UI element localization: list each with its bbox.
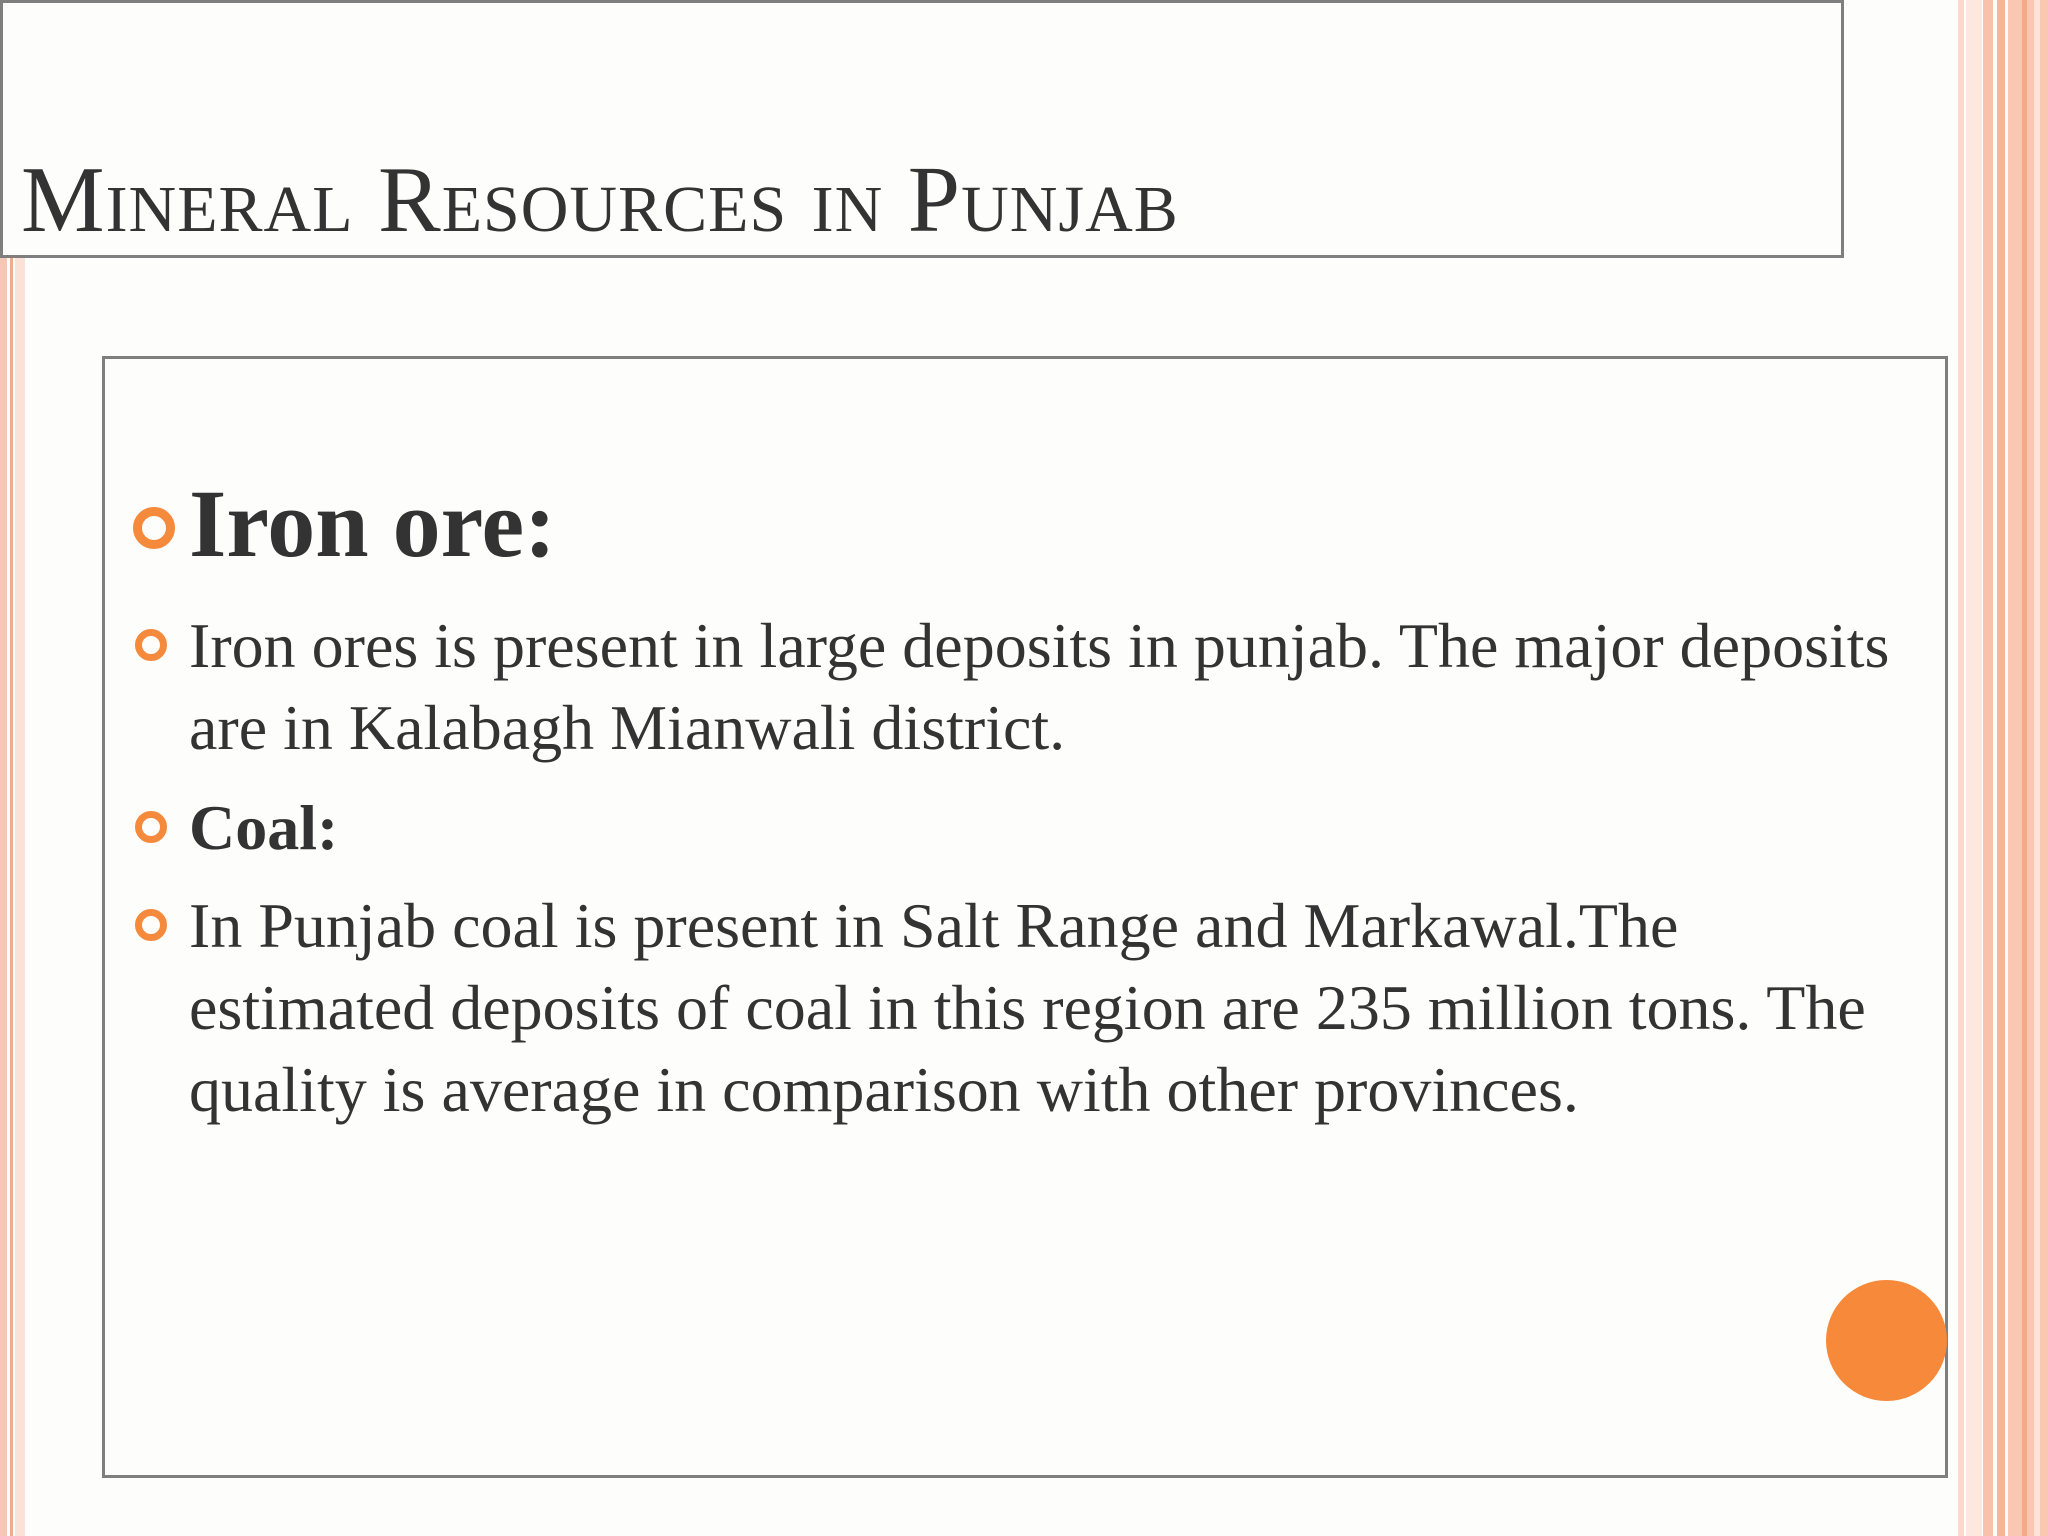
right-decorative-stripe [1983, 0, 1993, 1536]
bullet-circle-icon [135, 629, 167, 661]
bullet-text: Iron ores is present in large deposits in punjab. The major deposits are in Kalabagh Mianwali district. [189, 610, 1890, 763]
bullet-text: In Punjab coal is present in Salt Range and Markawal.The estimated deposits of coal in this region are 235 million tons. The quality is average in comparison with other provinces. [189, 890, 1866, 1125]
bullet-circle-icon [135, 811, 167, 843]
bullet-iron-ore-description [189, 605, 1909, 769]
bullet-heading-coal [189, 787, 1909, 869]
right-decorative-stripe [1966, 0, 1982, 1536]
right-decorative-stripe [2034, 0, 2040, 1536]
bullet-coal-description [189, 885, 1909, 1131]
bullet-heading-iron-ore [189, 471, 1909, 577]
right-decorative-stripe [2008, 0, 2048, 1536]
bullet-circle-icon [135, 909, 167, 941]
bullet-text: Iron ore: [189, 470, 557, 577]
right-decorative-stripe [2022, 0, 2027, 1536]
right-decorative-stripe [1958, 0, 1964, 1536]
title-placeholder [0, 0, 1844, 258]
right-decorative-stripe [1997, 0, 2005, 1536]
content-placeholder [102, 356, 1948, 1478]
slide-title: Mineral Resources in Punjab [21, 148, 1179, 252]
bullet-circle-icon [133, 507, 175, 549]
decorative-orange-circle [1826, 1280, 1947, 1401]
bullet-text: Coal: [189, 792, 339, 863]
